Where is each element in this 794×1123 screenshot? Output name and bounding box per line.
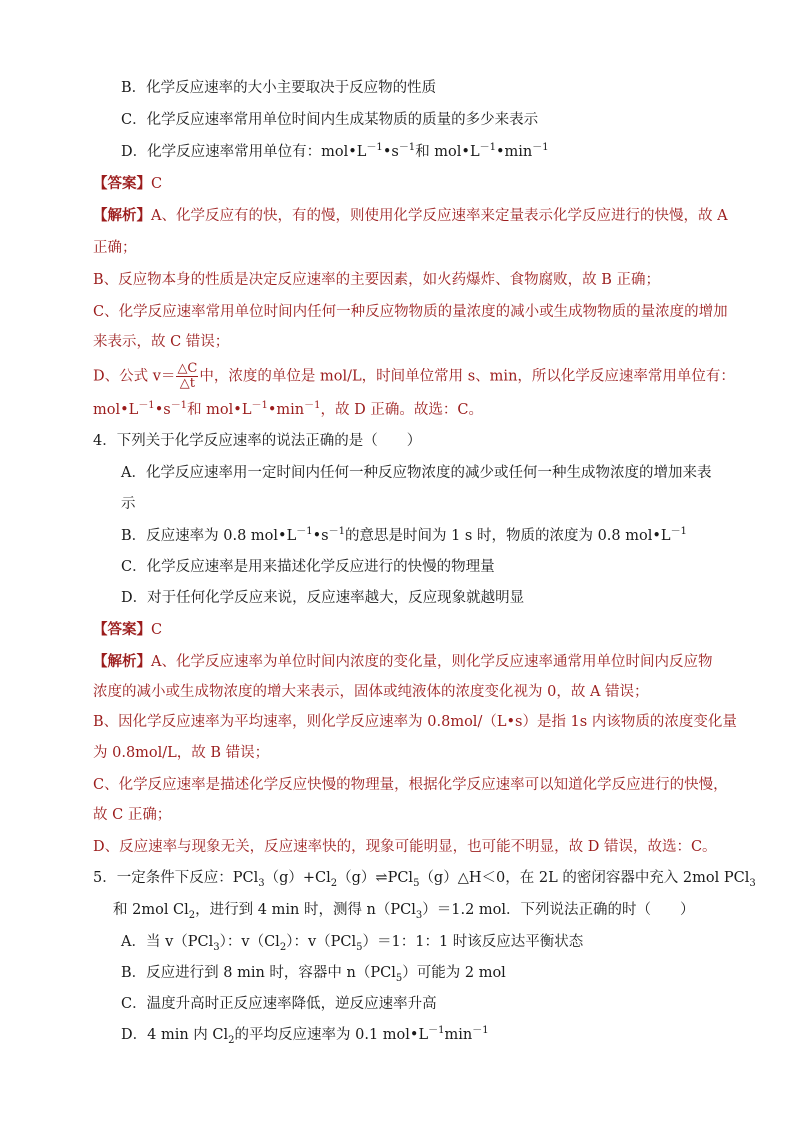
explain-text: 正确； [93, 240, 137, 256]
explain-text: 来表示，故 C 错误； [93, 334, 230, 350]
superscript: －1 [532, 142, 549, 154]
explain-text: 和 mol•L [187, 402, 252, 418]
explain-text: 浓度的减小或生成物浓度的增大来表示，固体或纯液体的浓度变化视为 0，故 A 错误； [93, 684, 649, 700]
explain-text: A、化学反应有的快，有的慢，则使用化学反应速率来定量表示化学反应进行的快慢，故 A [151, 208, 728, 224]
q4-explain-a [93, 652, 712, 672]
q5-option-a [121, 932, 583, 952]
explain-text: 中，浓度的单位是 mol/L，时间单位常用 s、min，所以化学反应速率常用单位有： [199, 368, 735, 385]
question-text: 4．下列关于化学反应速率的说法正确的是（ ） [93, 433, 422, 449]
q4-explain-a-cont [93, 682, 649, 702]
option-text: •min [495, 144, 533, 160]
explain-tag: 【解析】 [93, 207, 151, 224]
superscript: －1 [472, 1025, 489, 1037]
question-text: （g）△H＜0，在 2L 的密闭容器中充入 2mol PCl [419, 870, 750, 886]
q4-explain-c-cont [93, 805, 171, 825]
fraction-denominator: △t [179, 376, 196, 391]
fraction-numerator: △C [177, 361, 198, 376]
answer-value: C [151, 176, 163, 192]
option-text: 的意思是时间为 1 s 时，物质的浓度为 0.8 mol•L [344, 528, 671, 544]
option-text: ）：v（PCl [286, 934, 357, 950]
answer-tag: 【答案】 [93, 175, 151, 192]
option-text: 的平均反应速率为 0.1 mol•L [234, 1027, 429, 1043]
option-text: ）可能为 2 mol [402, 965, 506, 981]
q5-option-b [121, 963, 506, 983]
question-text: 和 2mol Cl [113, 902, 189, 918]
q4-option-b [121, 526, 687, 546]
explain-tag: 【解析】 [93, 653, 151, 670]
answer-value: C [151, 622, 163, 638]
option-text: min [444, 1027, 473, 1043]
question-text: ，进行到 4 min 时，测得 n（PCl [195, 902, 416, 918]
option-text: B．化学反应速率的大小主要取决于反应物的性质 [121, 80, 437, 96]
subscript: 5 [356, 941, 363, 953]
option-text: C．化学反应速率常用单位时间内生成某物质的质量的多少来表示 [121, 112, 539, 128]
q3-explain-d [93, 362, 735, 391]
option-text: ）：v（Cl [219, 934, 280, 950]
explain-text: 故 C 正确； [93, 807, 172, 823]
superscript: －1 [366, 142, 383, 154]
question-text: ）＝1.2 mol．下列说法正确的时（ ） [422, 902, 695, 918]
explain-text: C、化学反应速率是描述化学反应快慢的物理量，根据化学反应速率可以知道化学反应进行的快慢， [93, 777, 728, 793]
explain-text: B、反应物本身的性质是决定反应速率的主要因素，如火药爆炸、食物腐败，故 B 正确； [93, 272, 661, 288]
superscript: －1 [328, 526, 345, 538]
q3-explain-d-cont [93, 400, 483, 420]
q4-option-a-cont [121, 494, 136, 514]
question-text: （g）+Cl [264, 870, 331, 886]
explain-text: C、化学反应速率常用单位时间内任何一种反应物物质的量浓度的减小或生成物物质的量浓度的增加 [93, 304, 728, 320]
option-text: •s [382, 144, 399, 160]
option-text: B．反应进行到 8 min 时，容器中 n（PCl [121, 965, 396, 981]
q4-explain-d [93, 837, 717, 857]
option-text: 和 mol•L [415, 144, 480, 160]
q3-explain-a-cont [93, 238, 137, 258]
q4-option-c [121, 557, 495, 577]
q4-explain-b [93, 712, 737, 732]
option-text: D．4 min 内 Cl [121, 1027, 229, 1043]
option-text: •s [312, 528, 329, 544]
q5-option-d [121, 1025, 489, 1045]
rate-formula-fraction [176, 362, 198, 391]
subscript: 3 [749, 877, 756, 889]
superscript: －1 [479, 142, 496, 154]
subscript: 5 [395, 972, 403, 984]
option-text: B．反应速率为 0.8 mol•L [121, 528, 297, 544]
q3-option-d [121, 142, 549, 162]
q4-option-a [121, 463, 711, 483]
question-text: 5．一定条件下反应：PCl [93, 870, 259, 886]
question-text: （g）⇌PCl [337, 870, 414, 886]
explain-text: D、反应速率与现象无关，反应速率快的，现象可能明显，也可能不明显，故 D 错误，故选：C。 [93, 839, 717, 855]
explain-text: •s [154, 402, 171, 418]
q4-option-d [121, 588, 524, 608]
superscript: －1 [251, 400, 268, 412]
option-text: C．化学反应速率是用来描述化学反应进行的快慢的物理量 [121, 559, 495, 575]
superscript: －1 [428, 1025, 445, 1037]
q3-answer [93, 174, 162, 194]
subscript: 3 [415, 909, 423, 921]
subscript: 2 [330, 877, 338, 889]
q4-stem [93, 431, 421, 451]
superscript: －1 [170, 400, 188, 412]
explain-text: A、化学反应速率为单位时间内浓度的变化量，则化学反应速率通常用单位时间内反应物 [151, 654, 713, 670]
q5-stem [93, 868, 756, 888]
q3-explain-c [93, 302, 728, 322]
q3-option-b [121, 78, 436, 98]
subscript: 2 [228, 1034, 235, 1046]
q4-explain-b-cont [93, 743, 269, 763]
option-text: D．化学反应速率常用单位有：mol•L [121, 144, 367, 160]
explain-text: D、公式 v＝ [93, 368, 176, 385]
q3-explain-a [93, 206, 728, 226]
q4-answer [93, 620, 162, 640]
q4-explain-c [93, 775, 728, 795]
explain-text: •min [267, 402, 305, 418]
q3-option-c [121, 110, 538, 130]
subscript: 3 [258, 877, 265, 889]
q5-stem-cont [113, 900, 695, 920]
subscript: 2 [279, 941, 287, 953]
option-text: C．温度升高时正反应速率降低，逆反应速率升高 [121, 996, 437, 1012]
subscript: 3 [213, 941, 220, 953]
subscript: 2 [188, 909, 196, 921]
explain-text: 为 0.8mol/L，故 B 错误； [93, 745, 270, 761]
explain-text: mol•L [93, 402, 139, 418]
option-text: 示 [121, 496, 136, 512]
superscript: －1 [296, 526, 313, 538]
superscript: －1 [670, 526, 687, 538]
answer-tag: 【答案】 [93, 621, 151, 638]
superscript: －1 [138, 400, 155, 412]
explain-text: ，故 D 正确。故选：C。 [320, 402, 483, 418]
superscript: －1 [304, 400, 321, 412]
q5-option-c [121, 994, 437, 1014]
option-text: ）＝1：1：1 时该反应达平衡状态 [362, 934, 584, 950]
option-text: A．当 v（PCl [121, 934, 214, 950]
q3-explain-c-cont [93, 332, 229, 352]
subscript: 5 [413, 877, 420, 889]
explain-text: B、因化学反应速率为平均速率，则化学反应速率为 0.8mol/（L•s）是指 1s 内该物质的浓度变化量 [93, 714, 737, 730]
superscript: －1 [398, 142, 416, 154]
option-text: A．化学反应速率用一定时间内任何一种反应物浓度的减少或任何一种生成物浓度的增加来表 [121, 465, 712, 481]
q3-explain-b [93, 270, 660, 290]
option-text: D．对于任何化学反应来说，反应速率越大，反应现象就越明显 [121, 590, 525, 606]
